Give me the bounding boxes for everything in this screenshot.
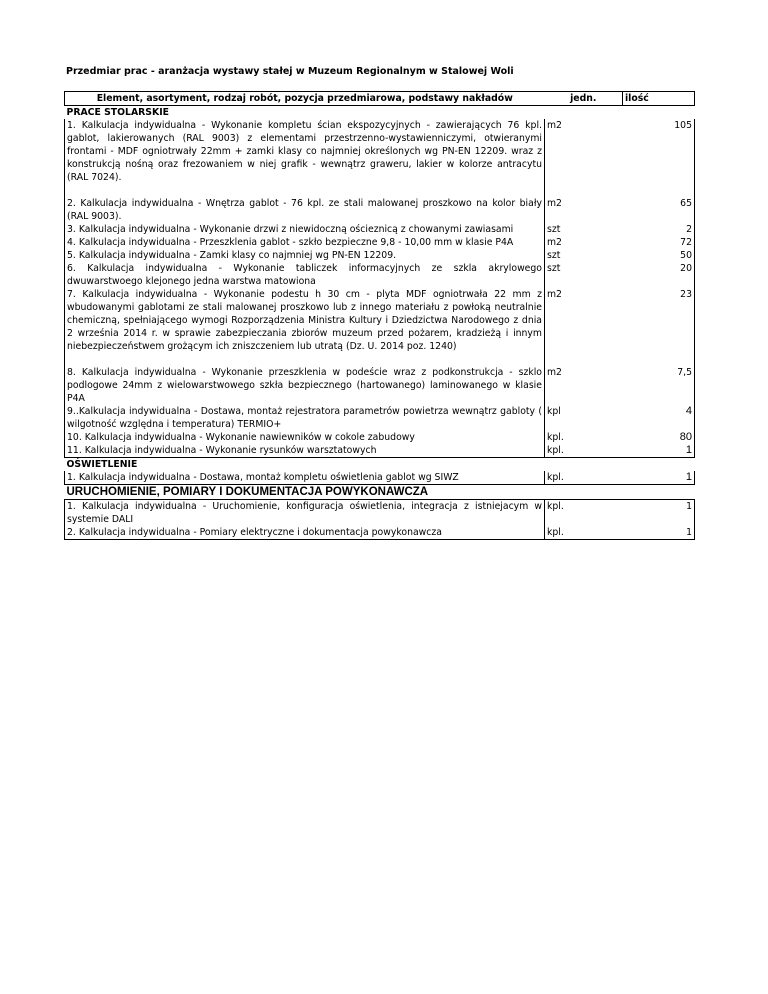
item-description: 4. Kalkulacja indywidualna - Przeszklenia gablot - szkło bezpieczne 9,8 - 10,00 mm w klasie P4A [65,236,545,249]
header-element: Element, asortyment, rodzaj robót, pozycja przedmiarowa, podstawy nakładów [65,92,545,106]
table-header-row [65,92,695,106]
item-description: 1. Kalkulacja indywidualna - Uruchomienie, konfiguracja oświetlenia, integracja z istniejacym w systemie DALI [65,500,545,527]
item-description: 10. Kalkulacja indywidualna - Wykonanie nawiewników w cokole zabudowy [65,431,545,444]
item-unit: kpl. [545,444,623,458]
section-row [65,458,695,472]
header-unit: jedn. [545,92,623,106]
item-qty: 23 [623,288,695,353]
item-unit: kpl. [545,500,623,527]
table-row [65,249,695,262]
table-row [65,236,695,249]
item-unit: m2 [545,288,623,353]
item-unit: kpl. [545,471,623,485]
item-qty: 72 [623,236,695,249]
item-qty: 50 [623,249,695,262]
item-qty: 20 [623,262,695,288]
table-row [65,405,695,431]
item-qty: 1 [623,444,695,458]
item-qty: 65 [623,197,695,223]
item-description: 2. Kalkulacja indywidualna - Wnętrza gablot - 76 kpl. ze stali malowanej proszkowo na kolor biały (RAL 9003). [65,197,545,223]
item-description: 2. Kalkulacja indywidualna - Pomiary elektryczne i dokumentacja powykonawcza [65,526,545,540]
table-row [65,262,695,288]
section-oswietlenie: OŚWIETLENIE [66,459,138,470]
item-unit: szt [545,223,623,236]
item-qty: 2 [623,223,695,236]
item-description: 8. Kalkulacja indywidualna - Wykonanie przeszklenia w podeście wraz z podkonstrukcja - szklo podlogowe 24mm z wielowarstwowego szkła bezpiecznego (hartowanego) laminowanego w klasie P4A [65,366,545,405]
item-qty: 1 [623,500,695,527]
item-description: 3. Kalkulacja indywidualna - Wykonanie drzwi z niewidoczną ościeznicą z chowanymi zawiasami [65,223,545,236]
item-description: 5. Kalkulacja indywidualna - Zamki klasy co najmniej wg PN-EN 12209. [65,249,545,262]
table-row [65,471,695,485]
item-unit: m2 [545,119,623,184]
table-row [65,197,695,223]
table-row [65,431,695,444]
section-row [65,485,695,500]
table-row [65,444,695,458]
item-unit: kpl [545,405,623,431]
item-unit: szt [545,262,623,288]
item-description: 6. Kalkulacja indywidualna - Wykonanie tabliczek informacyjnych ze szkla akrylowego dwuwarstwoego klejonego jedna warstwa matowiona [65,262,545,288]
item-unit: m2 [545,366,623,405]
table-row [65,366,695,405]
section-row [65,106,695,120]
header-qty: ilość [623,92,695,106]
section-uruchomienie: URUCHOMIENIE, POMIARY I DOKUMENTACJA POWYKONAWCZA [65,485,695,500]
item-qty: 4 [623,405,695,431]
item-unit: m2 [545,197,623,223]
section-stolarskie: PRACE STOLARSKIE [66,107,170,118]
spacer-row [65,184,695,197]
item-description: 7. Kalkulacja indywidualna - Wykonanie podestu h 30 cm - plyta MDF ogniotrwała 22 mm z wbudowanymi gablotami ze stali malowanej proszkowo lub z innego materiału z powłoką neutralnie chemiczną, spełniającego wymogi Rozporządzenia Ministra Kultury i Dziedzictwa Narodowego z dnia 2 września 2014 r. w sprawie zabezpieczania zbiorów muzeum przed pożarem, kradzieżą i innym niebezpieczeństwem grożącym ich zniszczeniem lub utratą (Dz. U. 2014 poz. 1240) [65,288,545,353]
item-qty: 7,5 [623,366,695,405]
item-description: 1. Kalkulacja indywidualna - Wykonanie kompletu ścian ekspozycyjnych - zawierających 76 kpl. gablot, lakierowanych (RAL 9003) z elementami przestrzenno-wystawienniczymi, otwieranymi frontami - MDF ogniotrwały 22mm + zamki klasy co najmniej określonych wg PN-EN 12209. wraz z konstrukcją nośną oraz frezowaniem w niej grafik - wewnątrz graweru, lakier w kolorze antracytu (RAL 7024). [65,119,545,184]
table-row [65,119,695,184]
item-qty: 1 [623,526,695,540]
item-qty: 80 [623,431,695,444]
spacer-row [65,353,695,366]
item-qty: 105 [623,119,695,184]
item-description: 1. Kalkulacja indywidualna - Dostawa, montaż kompletu oświetlenia gablot wg SIWZ [65,471,545,485]
item-unit: kpl. [545,526,623,540]
item-qty: 1 [623,471,695,485]
item-description: 9..Kalkulacja indywidualna - Dostawa, montaż rejestratora parametrów powietrza wewnątrz gabloty ( wilgotność względna i temperatura) TERMIO+ [65,405,545,431]
table-row [65,223,695,236]
cost-estimate-table [64,91,695,540]
item-unit: m2 [545,236,623,249]
item-unit: szt [545,249,623,262]
item-unit: kpl. [545,431,623,444]
table-row [65,500,695,527]
document-title: Przedmiar prac - aranżacja wystawy stałej w Muzeum Regionalnym w Stalowej Woli [66,66,514,77]
table-row [65,526,695,540]
table-row [65,288,695,353]
item-description: 11. Kalkulacja indywidualna - Wykonanie rysunków warsztatowych [65,444,545,458]
